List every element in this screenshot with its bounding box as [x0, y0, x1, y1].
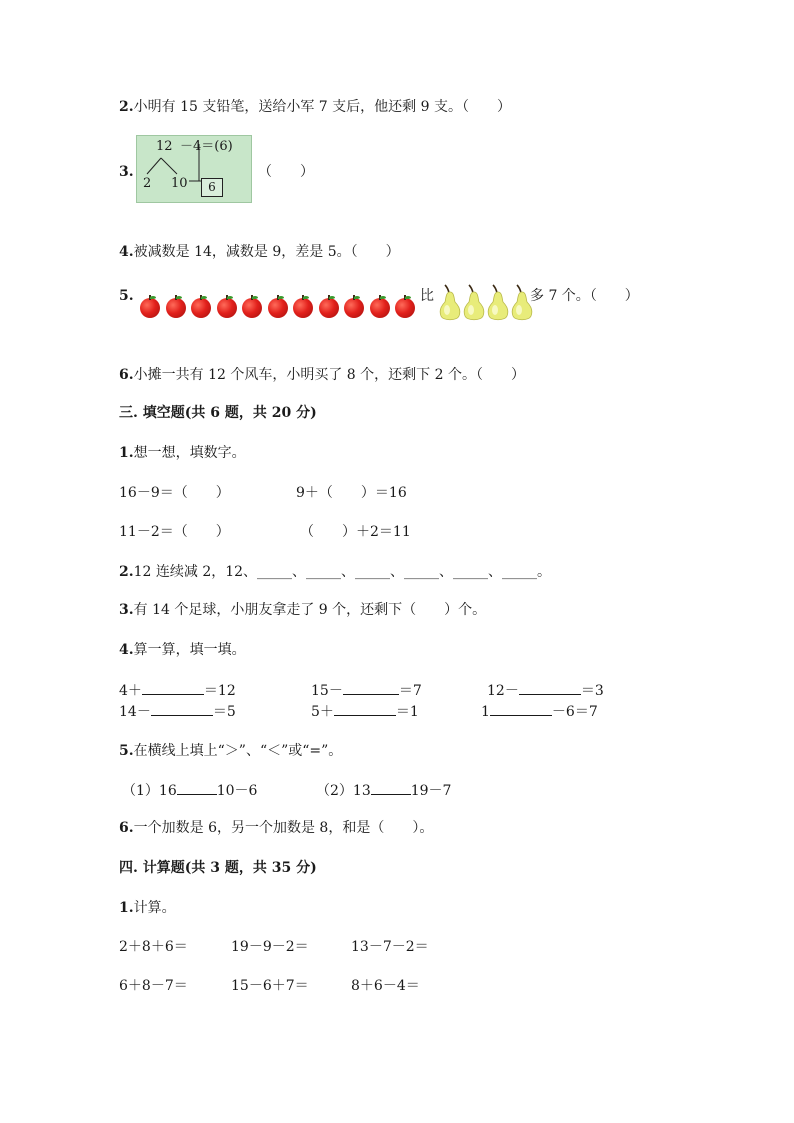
diagram-result-box: 6 — [201, 178, 223, 197]
question-2-5-tail: 多 7 个。（ ） — [530, 288, 639, 304]
q3-1-row2-a: 11－2＝（ ） — [119, 524, 230, 540]
answer-blank[interactable] — [519, 680, 581, 695]
pear-icon — [486, 284, 510, 322]
question-2-2: 2.小明有 15 支铅笔，送给小军 7 支后，他还剩 9 支。（ ） — [119, 99, 511, 115]
q4-1-row2-a: 6＋8－7＝ — [119, 978, 188, 994]
apple-icon — [217, 298, 237, 318]
apple-icon — [395, 298, 415, 318]
q3-1-row1-b: 9＋（ ）＝16 — [296, 485, 407, 501]
question-2-3-number: 3. — [119, 164, 134, 180]
apple-icon — [191, 298, 211, 318]
question-3-3: 3.有 14 个足球，小朋友拿走了 9 个，还剩下（ ）个。 — [119, 602, 487, 618]
q3-5-item-2: （2）13 19－7 — [316, 780, 451, 801]
q3-4-row1-a: 4＋ ＝12 — [119, 680, 236, 701]
answer-blank[interactable] — [334, 701, 396, 716]
question-2-5-number: 5. — [119, 288, 134, 304]
q3-4-row2-b: 5＋ ＝1 — [311, 701, 419, 722]
question-3-1: 1.想一想，填数字。 — [119, 445, 246, 461]
q4-1-row2-b: 15－6＋7＝ — [231, 978, 309, 994]
pear-icon — [438, 284, 462, 322]
apple-icon — [344, 298, 364, 318]
answer-blank[interactable] — [151, 701, 213, 716]
apple-icon — [242, 298, 262, 318]
subtraction-decomposition-diagram — [136, 135, 252, 203]
q4-1-row1-c: 13－7－2＝ — [351, 939, 429, 955]
question-2-3-paren: （ ） — [258, 164, 314, 180]
q3-1-row2-b: （ ）＋2＝11 — [300, 524, 411, 540]
question-2-6: 6.小摊一共有 12 个风车，小明买了 8 个，还剩下 2 个。（ ） — [119, 367, 525, 383]
question-3-4: 4.算一算，填一填。 — [119, 642, 246, 658]
apple-icon — [268, 298, 288, 318]
answer-blank[interactable] — [371, 780, 411, 795]
apple-icon — [319, 298, 339, 318]
question-4-1: 1.计算。 — [119, 900, 176, 916]
q3-4-row2-a: 14－ ＝5 — [119, 701, 236, 722]
q3-5-item-1: （1）16 10－6 — [122, 780, 257, 801]
diagram-part-mid: 10 — [171, 176, 188, 191]
apple-icon — [293, 298, 313, 318]
pear-icon — [462, 284, 486, 322]
apple-icon — [140, 298, 160, 318]
q4-1-row1-b: 19－9－2＝ — [231, 939, 309, 955]
diagram-minuend: 12 — [156, 139, 173, 154]
apple-icon — [370, 298, 390, 318]
answer-blank[interactable] — [490, 701, 552, 716]
q4-1-row2-c: 8＋6－4＝ — [351, 978, 420, 994]
section-4-title: 四. 计算题(共 3 题，共 35 分) — [119, 860, 317, 876]
question-3-2: 2.12 连续减 2，12、_____、_____、_____、_____、_____、_____。 — [119, 564, 552, 580]
question-3-5: 5.在横线上填上“＞”、“＜”或“=”。 — [119, 743, 343, 759]
diagram-equation: －4＝(6) — [180, 139, 233, 154]
apple-icon — [166, 298, 186, 318]
answer-blank[interactable] — [177, 780, 217, 795]
q3-4-row1-c: 12－ ＝3 — [487, 680, 604, 701]
section-3-title: 三. 填空题(共 6 题，共 20 分) — [119, 405, 317, 421]
answer-blank[interactable] — [343, 680, 399, 695]
q3-4-row2-c: 1 －6＝7 — [481, 701, 598, 722]
question-2-4: 4.被减数是 14，减数是 9，差是 5。（ ） — [119, 244, 400, 260]
question-3-6: 6.一个加数是 6，另一个加数是 8，和是（ ）。 — [119, 820, 434, 836]
answer-blank[interactable] — [142, 680, 204, 695]
q3-4-row1-b: 15－ ＝7 — [311, 680, 422, 701]
question-2-5-compare-word: 比 — [420, 288, 434, 304]
q3-1-row1-a: 16－9＝（ ） — [119, 485, 230, 501]
diagram-part-left: 2 — [143, 176, 152, 191]
q4-1-row1-a: 2＋8＋6＝ — [119, 939, 188, 955]
